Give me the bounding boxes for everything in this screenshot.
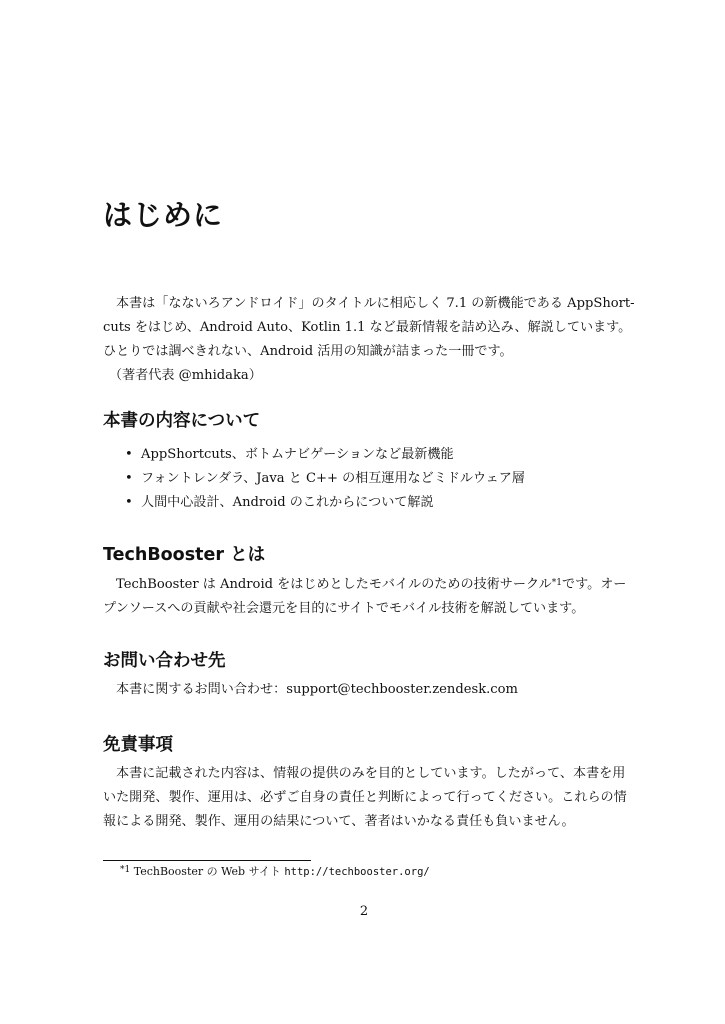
- disclaimer-paragraph: [103, 762, 625, 834]
- disclaimer-heading: 免責事項: [103, 735, 173, 755]
- page-number: 2: [359, 904, 369, 919]
- footnote-mark: *1: [120, 865, 131, 875]
- about-line-1-text: TechBooster は Android をはじめとしたモバイルのための技術サークル: [116, 577, 552, 592]
- about-line-1: [103, 573, 625, 597]
- about-paragraph: [103, 573, 625, 621]
- disclaimer-line-1: 本書に記載された内容は、情報の提供のみを目的としています。したがって、本書を用: [116, 766, 626, 781]
- list-item: [125, 443, 525, 467]
- footnote-divider: [103, 860, 311, 861]
- contact-text: 本書に関するお問い合わせ：support@techbooster.zendesk.com: [116, 682, 518, 697]
- list-item-text: AppShortcuts、ボトムナビゲーションなど最新機能: [141, 447, 454, 462]
- footnote-url-link[interactable]: http://techbooster.org/: [284, 866, 430, 878]
- intro-line-2: cuts をはじめ、Android Auto、Kotlin 1.1 など最新情報を詰め込み、解説しています。: [103, 320, 632, 335]
- footnote: [120, 864, 430, 880]
- page-title: はじめに: [103, 198, 224, 232]
- list-item: [125, 491, 525, 515]
- contents-heading: 本書の内容について: [103, 411, 261, 431]
- bullet-icon: •: [125, 495, 133, 510]
- contents-list: [125, 443, 525, 515]
- contact-heading: お問い合わせ先: [103, 651, 226, 671]
- about-line-1-end: です。オー: [561, 577, 627, 592]
- disclaimer-line-3: 報による開発、製作、運用の結果について、著者はいかなる責任も負いません。: [103, 814, 575, 829]
- disclaimer-line-2: いた開発、製作、運用は、必ずご自身の責任と判断によって行ってください。これらの情: [103, 790, 627, 805]
- intro-line-3: ひとりでは調べきれない、Android 活用の知識が詰まった一冊です。: [103, 344, 513, 359]
- list-item: [125, 467, 525, 491]
- list-item-text: フォントレンダラ、Java と C++ の相互運用などミドルウェア層: [141, 471, 525, 486]
- contact-paragraph: [103, 678, 625, 702]
- intro-paragraph: [103, 292, 635, 388]
- about-heading: TechBooster とは: [103, 545, 266, 565]
- about-line-2: プンソースへの貢献や社会還元を目的にサイトでモバイル技術を解説しています。: [103, 601, 585, 616]
- bullet-icon: •: [125, 447, 133, 462]
- list-item-text: 人間中心設計、Android のこれからについて解説: [141, 495, 434, 510]
- intro-signature: （著者代表 @mhidaka）: [109, 368, 262, 383]
- bullet-icon: •: [125, 471, 133, 486]
- intro-line-1: 本書は「なないろアンドロイド」のタイトルに相応しく 7.1 の新機能である AppShort-: [116, 296, 635, 311]
- footnote-text: TechBooster の Web サイト: [133, 865, 281, 878]
- document-page: [103, 0, 635, 1024]
- footnote-reference[interactable]: *1: [551, 578, 562, 588]
